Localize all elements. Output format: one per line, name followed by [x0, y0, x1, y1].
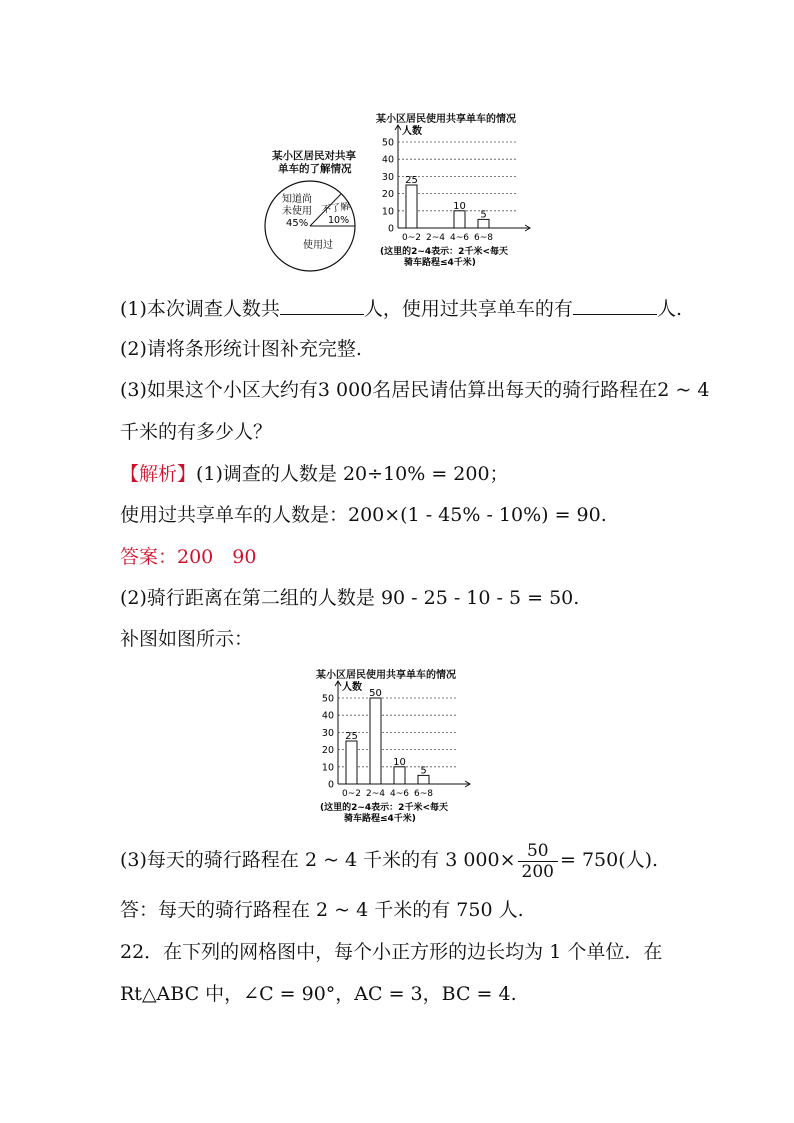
chart-note-line-1: (这里的2~4表示：2千米<每天	[320, 803, 448, 813]
bar-value-label: 5	[480, 209, 487, 221]
bar-chart-1	[376, 108, 536, 268]
answer-blank-2[interactable]	[573, 296, 657, 315]
y-tick-label: 10	[321, 762, 334, 774]
question-3-line-2: 千米的有多少人？	[120, 421, 273, 443]
answer-line: 答案：200 90	[120, 546, 257, 568]
y-tick-label: 20	[381, 189, 394, 201]
y-tick-label: 10	[381, 206, 394, 218]
y-tick-label: 40	[381, 154, 394, 166]
y-axis-label: 人数	[402, 126, 422, 137]
chart-note-line-2: 骑车路程≤4千米)	[344, 814, 416, 822]
y-tick-label: 20	[321, 745, 334, 757]
pie-chart-svg	[258, 176, 378, 276]
pie-slice-percent-known: 45%	[286, 218, 309, 229]
y-axis-label: 人数	[342, 682, 362, 693]
bar	[418, 775, 429, 784]
part-3-text-b: = 750(人).	[559, 849, 659, 871]
question-22-line-1: 22．在下列的网格图中，每个小正方形的边长均为 1 个单位．在	[120, 941, 663, 963]
bar	[346, 741, 357, 784]
pie-slice-label-known-1: 知道尚	[282, 194, 312, 205]
bar-value-label: 10	[393, 756, 406, 768]
bar-chart-1-svg	[376, 124, 536, 266]
bar	[394, 767, 405, 784]
x-tick-label: 2~4	[426, 233, 445, 243]
bar-chart-1-title: 某小区居民使用共享单车的情况	[376, 114, 516, 125]
question-22-line-2: Rt△ABC 中，∠C = 90°，AC = 3，BC = 4.	[120, 983, 517, 1005]
part-3-line	[120, 838, 658, 882]
question-1-part-b: 人，使用过共享单车的有	[363, 298, 573, 320]
bar-value-label: 5	[420, 765, 427, 777]
x-tick-label: 4~6	[390, 789, 409, 799]
question-2: (2)请将条形统计图补充完整.	[120, 338, 362, 360]
x-tick-label: 0~2	[402, 233, 421, 243]
answer-blank-1[interactable]	[280, 296, 364, 315]
x-tick-label: 2~4	[366, 789, 385, 799]
bar	[370, 698, 381, 784]
bar	[478, 219, 489, 228]
analysis-label: 【解析】	[120, 463, 197, 485]
supplement-line: 补图如图所示：	[120, 628, 254, 650]
bar-value-label: 50	[369, 688, 382, 699]
question-3-line-1: (3)如果这个小区大约有3 000名居民请估算出每天的骑行路程在2 ~ 4	[120, 379, 710, 401]
bar-value-label: 25	[405, 175, 418, 186]
bar-chart-2-title: 某小区居民使用共享单车的情况	[316, 670, 456, 681]
bar	[454, 211, 465, 228]
question-1-part-c: 人.	[656, 298, 682, 320]
analysis-text: (1)调查的人数是 20÷10% = 200；	[196, 463, 509, 485]
bar-value-label: 10	[453, 200, 466, 212]
part-2-line: (2)骑行距离在第二组的人数是 90 - 25 - 10 - 5 = 50.	[120, 587, 580, 609]
pie-slice-label-used: 使用过	[303, 240, 333, 251]
x-tick-label: 4~6	[450, 233, 469, 243]
y-tick-label: 40	[321, 710, 334, 722]
part-3-text-a: (3)每天的骑行路程在 2 ~ 4 千米的有 3 000×	[120, 849, 516, 871]
bar-chart-2	[316, 664, 476, 824]
x-tick-label: 0~2	[342, 789, 361, 799]
pie-chart-title-line2: 单车的了解情况	[278, 163, 352, 175]
bar-value-label: 25	[345, 731, 358, 742]
x-tick-label: 6~8	[414, 789, 433, 799]
y-tick-label: 0	[327, 779, 334, 791]
question-1-part-a: (1)本次调查人数共	[120, 298, 280, 320]
pie-slice-label-known-2: 未使用	[282, 206, 312, 217]
bar	[406, 185, 417, 228]
y-tick-label: 50	[381, 137, 394, 149]
chart-note-line-1: (这里的2~4表示：2千米<每天	[380, 247, 508, 257]
y-tick-label: 50	[321, 693, 334, 705]
pie-chart	[258, 148, 378, 273]
y-tick-label: 30	[321, 727, 334, 739]
chart-note-line-2: 骑车路程≤4千米)	[404, 258, 476, 266]
fraction	[518, 841, 558, 882]
bar-chart-2-svg	[316, 680, 476, 822]
y-tick-label: 30	[381, 171, 394, 183]
answer-3-line: 答：每天的骑行路程在 2 ~ 4 千米的有 750 人.	[120, 899, 524, 921]
y-tick-label: 0	[387, 223, 394, 235]
pie-slice-label-unaware: 不了解	[320, 201, 351, 216]
fraction-denominator: 200	[521, 861, 554, 882]
analysis-line	[120, 462, 509, 486]
fraction-numerator: 50	[518, 841, 558, 862]
pie-chart-title-line1: 某小区居民对共享	[272, 150, 356, 162]
pie-slice-percent-unaware: 10%	[328, 215, 350, 226]
used-count-line: 使用过共享单车的人数是：200×(1 - 45% - 10%) = 90.	[120, 504, 607, 526]
x-tick-label: 6~8	[474, 233, 493, 243]
question-1	[120, 296, 682, 321]
